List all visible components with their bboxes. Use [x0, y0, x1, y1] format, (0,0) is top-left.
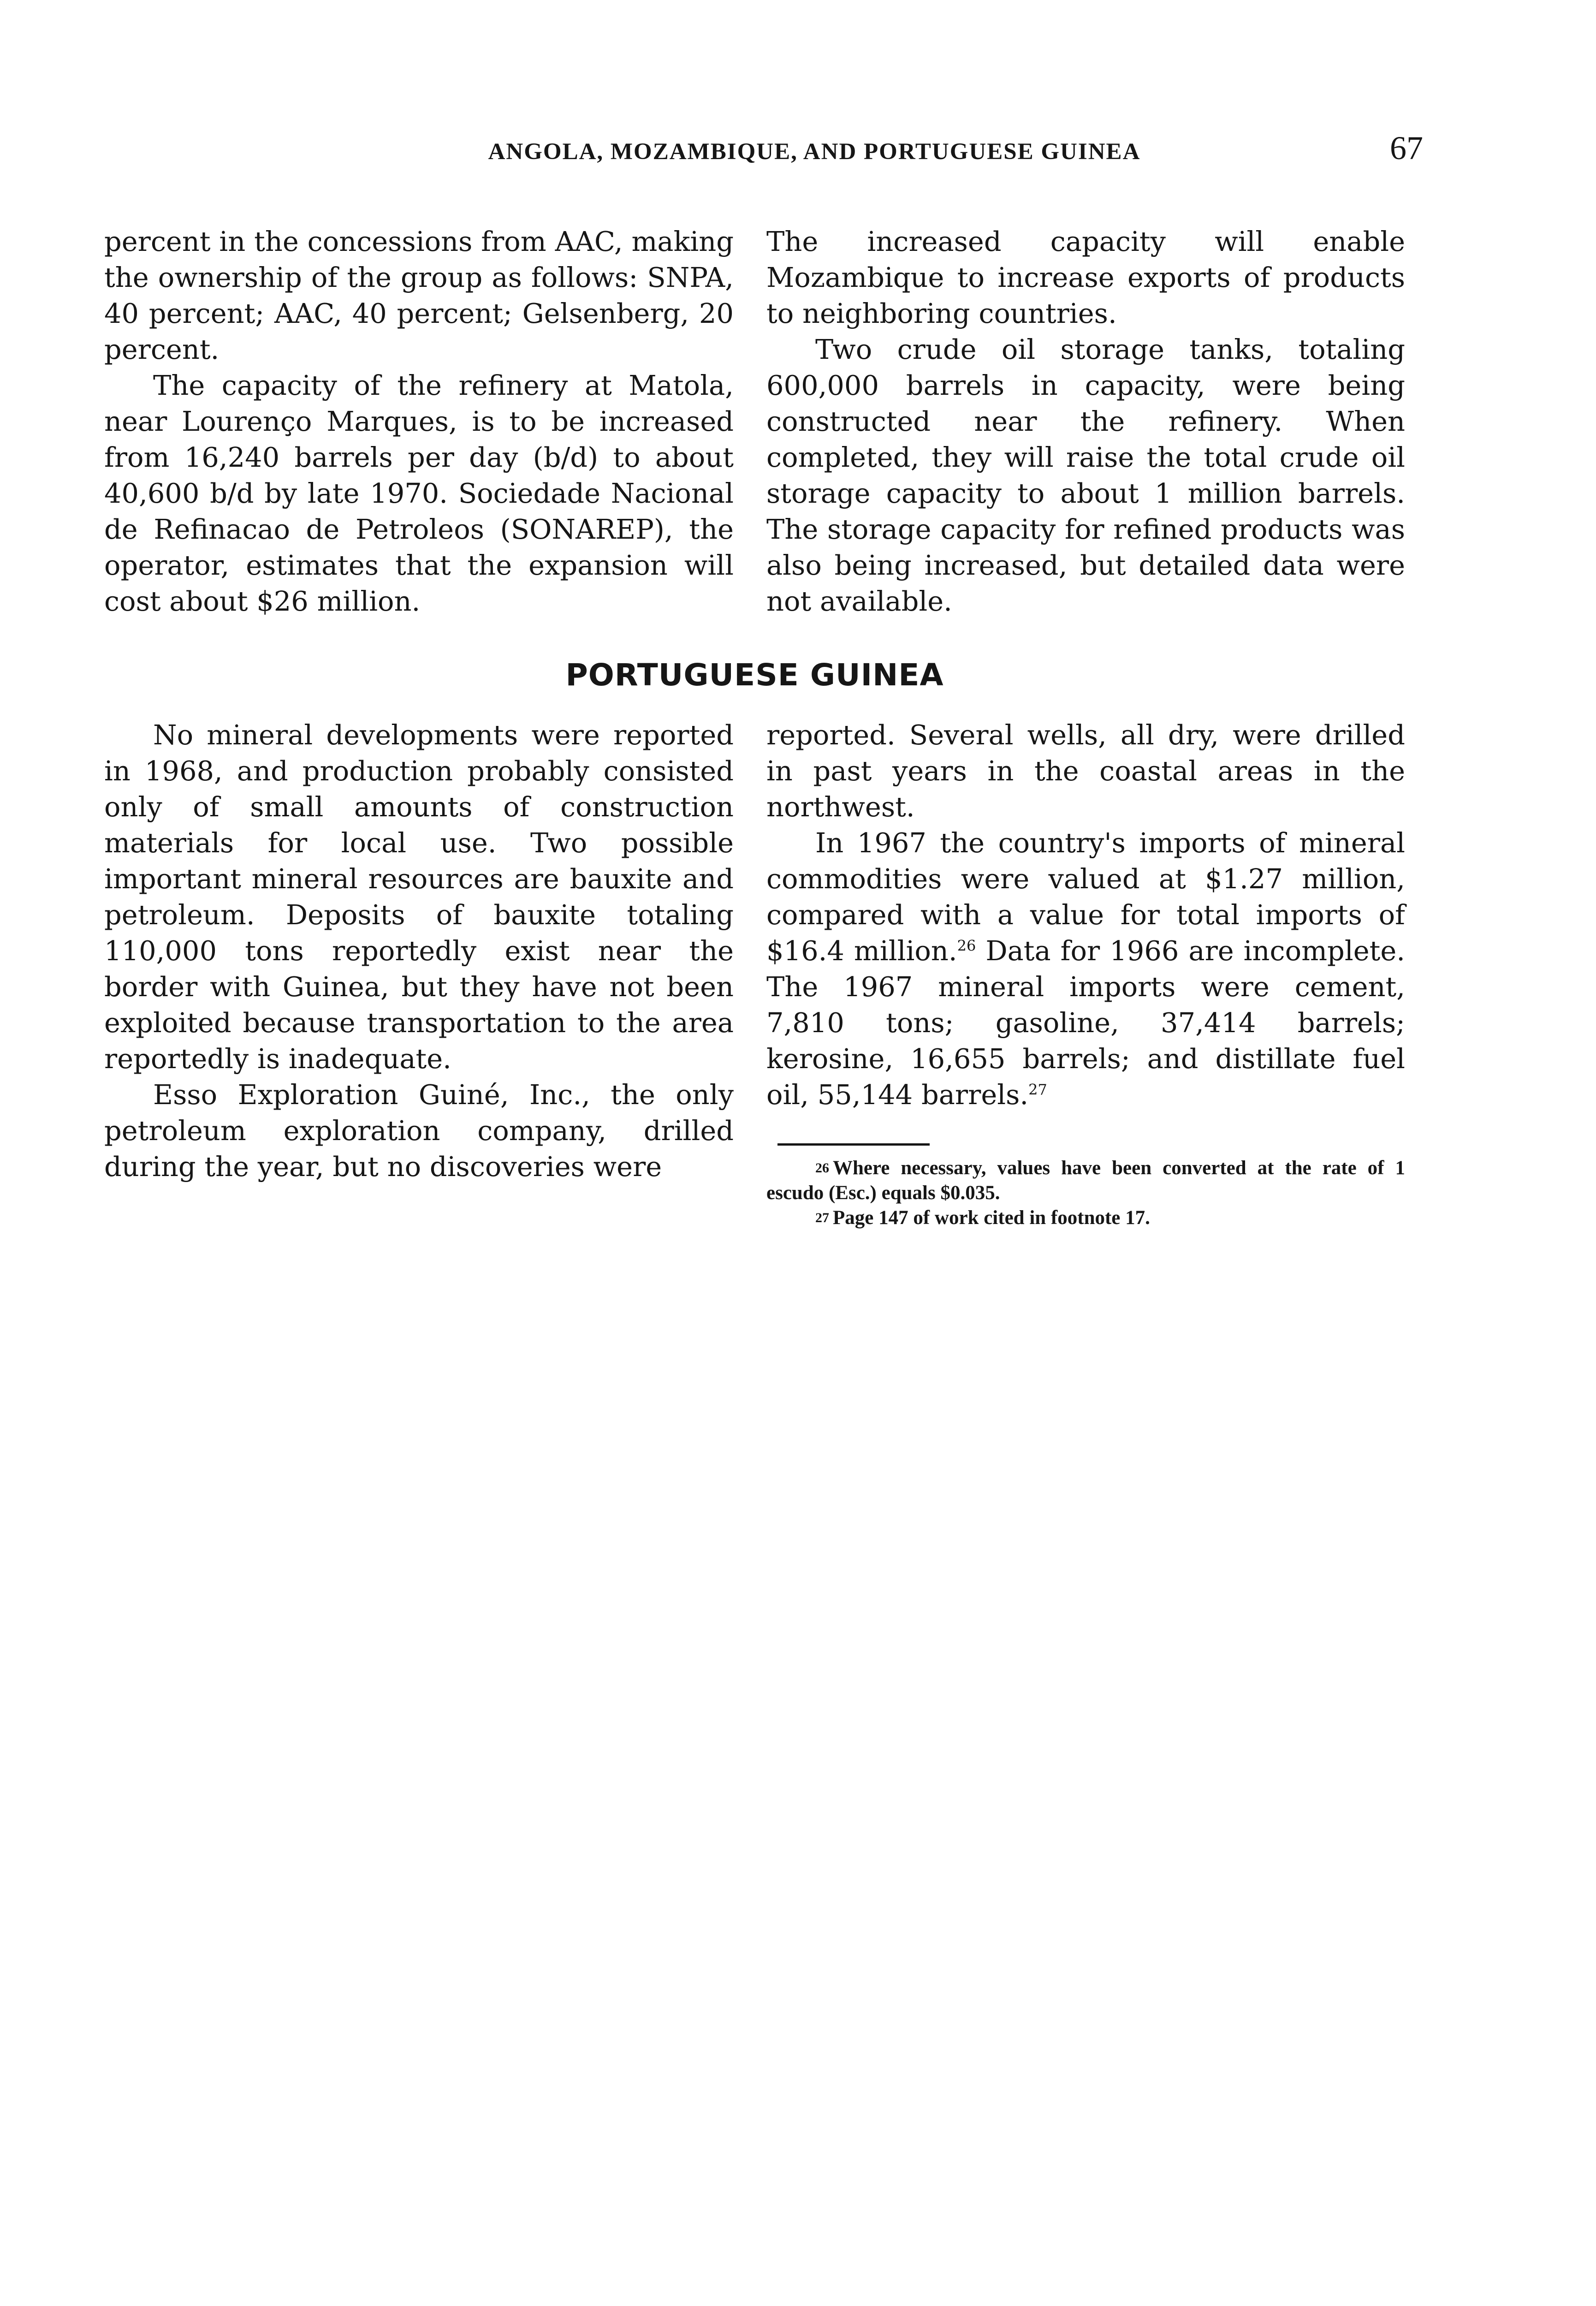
running-head	[104, 129, 1423, 184]
footnote	[766, 1156, 1405, 1206]
paragraph-text: In 1967 the country's imports of mineral commodities were valued at $1.27 million, compared with a value for total imports of $16.4 million.	[766, 827, 1405, 967]
footnote-reference: 27	[1028, 1081, 1047, 1099]
paragraph: Two crude oil storage tanks, totaling 600,000 barrels in capacity, were being constructed near the refinery. When completed, they will raise the total crude oil storage capacity to about 1 million barrels. The storage capacity for refined products was also being increased, but detailed data were not available.	[766, 333, 1405, 617]
footnote-reference: 26	[957, 937, 976, 955]
paragraph: percent in the concessions from AAC, making the ownership of the group as follows: SNPA, 40 percent; AAC, 40 percent; Gelsenberg, 20 percent.	[104, 226, 734, 365]
page-number: 67	[1390, 130, 1423, 166]
footnote-marker: 26	[815, 1160, 829, 1176]
paragraph: Esso Exploration Guiné, Inc., the only petroleum exploration company, drilled during the year, but no discoveries were	[104, 1079, 734, 1183]
bottom-left-column	[104, 717, 734, 1185]
footnote-text: Page 147 of work cited in footnote 17.	[833, 1207, 1150, 1229]
paragraph: The increased capacity will enable Mozambique to increase exports of products to neighboring countries.	[766, 226, 1405, 329]
footnote-rule	[777, 1143, 930, 1146]
top-left-column	[104, 224, 734, 619]
paragraph	[766, 825, 1405, 1113]
paragraph: The capacity of the refinery at Matola, near Lourenço Marques, is to be increased from 16,240 barrels per day (b/d) to about 40,600 b/d by late 1970. Sociedade Nacional de Refinacao de Petroleos (SONAREP), the operator, estimates that the expansion will cost about $26 million.	[104, 369, 734, 617]
top-right-column	[766, 224, 1405, 619]
footnote-text: Where necessary, values have been converted at the rate of 1 escudo (Esc.) equals $0.035.	[766, 1157, 1405, 1204]
paragraph: reported. Several wells, all dry, were drilled in past years in the coastal areas in the northwest.	[766, 719, 1405, 823]
running-head-title: ANGOLA, MOZAMBIQUE, AND PORTUGUESE GUINEA	[488, 139, 1141, 165]
paragraph: No mineral developments were reported in 1968, and production probably consisted only of small amounts of construction materials for local use. Two possible important mineral resources are bauxite and petroleum. Deposits of bauxite totaling 110,000 tons reportedly exist near the border with Guinea, but they have not been exploited because transportation to the area reportedly is inadequate.	[104, 719, 734, 1075]
paragraph-text: Data for 1966 are incomplete. The 1967 mineral imports were cement, 7,810 tons; gasoline, 37,414 barrels; kerosine, 16,655 barrels; and distillate fuel oil, 55,144 barrels.	[766, 935, 1405, 1111]
bottom-right-column	[766, 717, 1405, 1230]
footnotes	[766, 1156, 1405, 1230]
footnote-marker: 27	[815, 1210, 829, 1225]
footnote	[766, 1206, 1405, 1230]
section-heading: PORTUGUESE GUINEA	[565, 657, 944, 693]
